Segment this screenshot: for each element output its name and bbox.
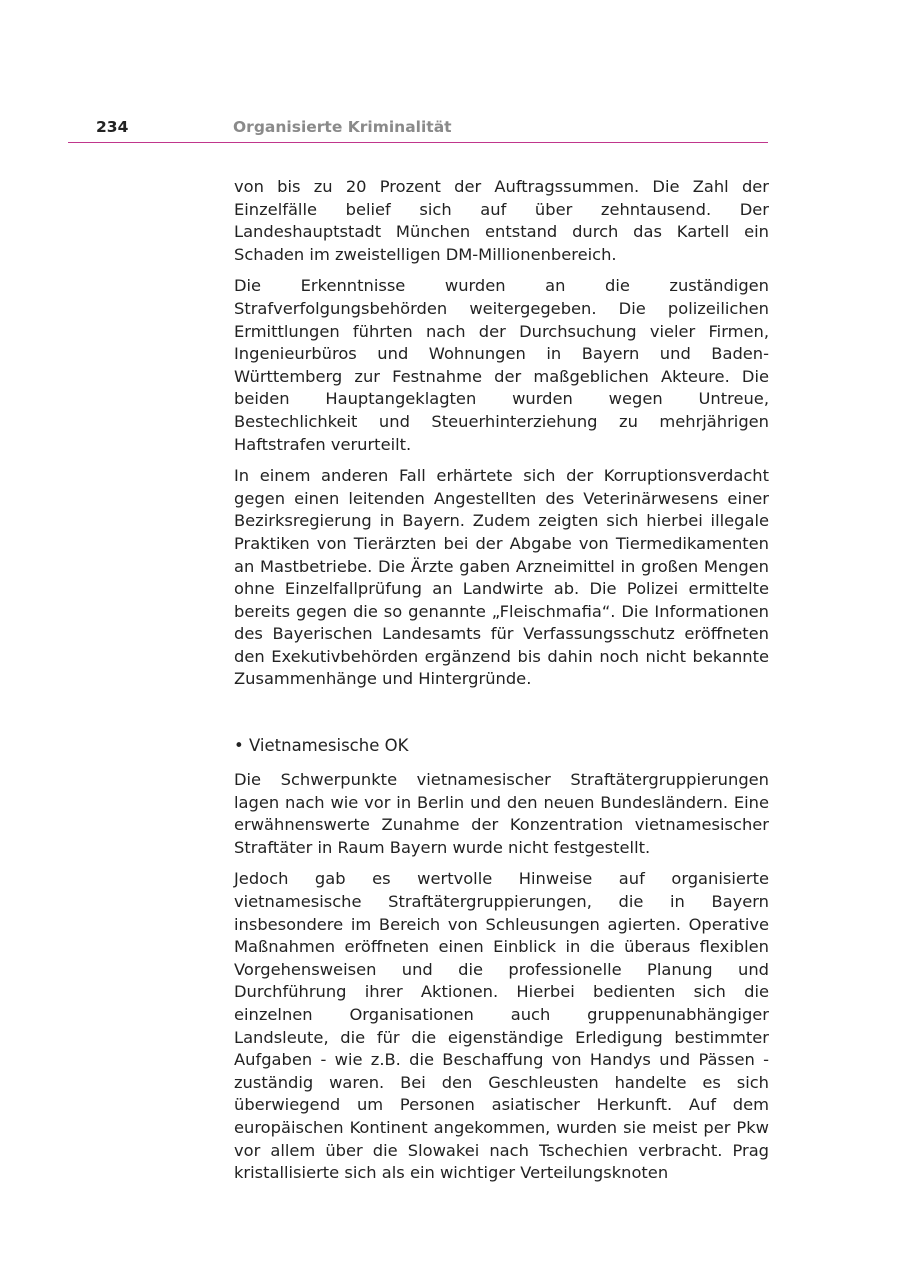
body-text [234,176,769,1194]
page-header [68,114,768,143]
paragraph: In einem anderen Fall erhärtete sich der Korruptionsverdacht gegen einen leitenden Angestellten des Veterinärwesens einer Bezirksregierung in Bayern. Zudem zeigten sich hierbei illegale Praktiken von Tierärzten bei der Abgabe von Tiermedikamenten an Mastbetriebe. Die Ärzte gaben Arzneimittel in großen Mengen ohne Einzelfallprüfung an Landwirte ab. Die Polizei ermittelte bereits gegen die so genannte „Fleischmafia“. Die Informationen des Bayerischen Landesamts für Verfassungsschutz eröffneten den Exekutivbehörden ergänzend bis dahin noch nicht bekannte Zusammenhänge und Hintergründe. [234,466,769,689]
paragraph: Die Erkenntnisse wurden an die zuständigen Strafverfolgungsbehörden weitergegeben. Die polizeilichen Ermittlungen führten nach der Durchsuchung vieler Firmen, Ingenieurbüros und Wohnungen in Bayern und Baden-Württemberg zur Festnahme der maßgeblichen Akteure. Die beiden Hauptangeklagten wurden wegen Untreue, Bestechlichkeit und Steuerhinterziehung zu mehrjährigen Haftstrafen verurteilt. [234,276,769,454]
running-title: Organisierte Kriminalität [233,118,452,136]
paragraph: von bis zu 20 Prozent der Auftragssummen. Die Zahl der Einzelfälle belief sich auf über zehntausend. Der Landeshauptstadt München entstand durch das Kartell ein Schaden im zweistelligen DM-Millionenbereich. [234,177,769,264]
section-heading: • Vietnamesische OK [234,736,409,756]
paragraph: Jedoch gab es wertvolle Hinweise auf organisierte vietnamesische Straftätergruppierungen, die in Bayern insbesondere im Bereich von Schleusungen agierten. Operative Maßnahmen eröffneten einen Einblick in die überaus flexiblen Vorgehensweisen und die professionelle Planung und Durchführung ihrer Aktionen. Hierbei bedienten sich die einzelnen Organisationen auch gruppenunabhängiger Landsleute, die für die eigenständige Erledigung bestimmter Aufgaben - wie z.B. die Beschaffung von Handys und Pässen - zuständig waren. Bei den Geschleusten handelte es sich überwiegend um Personen asiatischer Herkunft. Auf dem europäischen Kontinent angekommen, wurden sie meist per Pkw vor allem über die Slowakei nach Tschechien verbracht. Prag kristallisierte sich als ein wichtiger Verteilungsknoten [234,869,769,1183]
paragraph: Die Schwerpunkte vietnamesischer Straftätergruppierungen lagen nach wie vor in Berlin und den neuen Bundesländern. Eine erwähnenswerte Zunahme der Konzentration vietnamesischer Straftäter in Raum Bayern wurde nicht festgestellt. [234,770,769,857]
page-number: 234 [96,118,129,136]
